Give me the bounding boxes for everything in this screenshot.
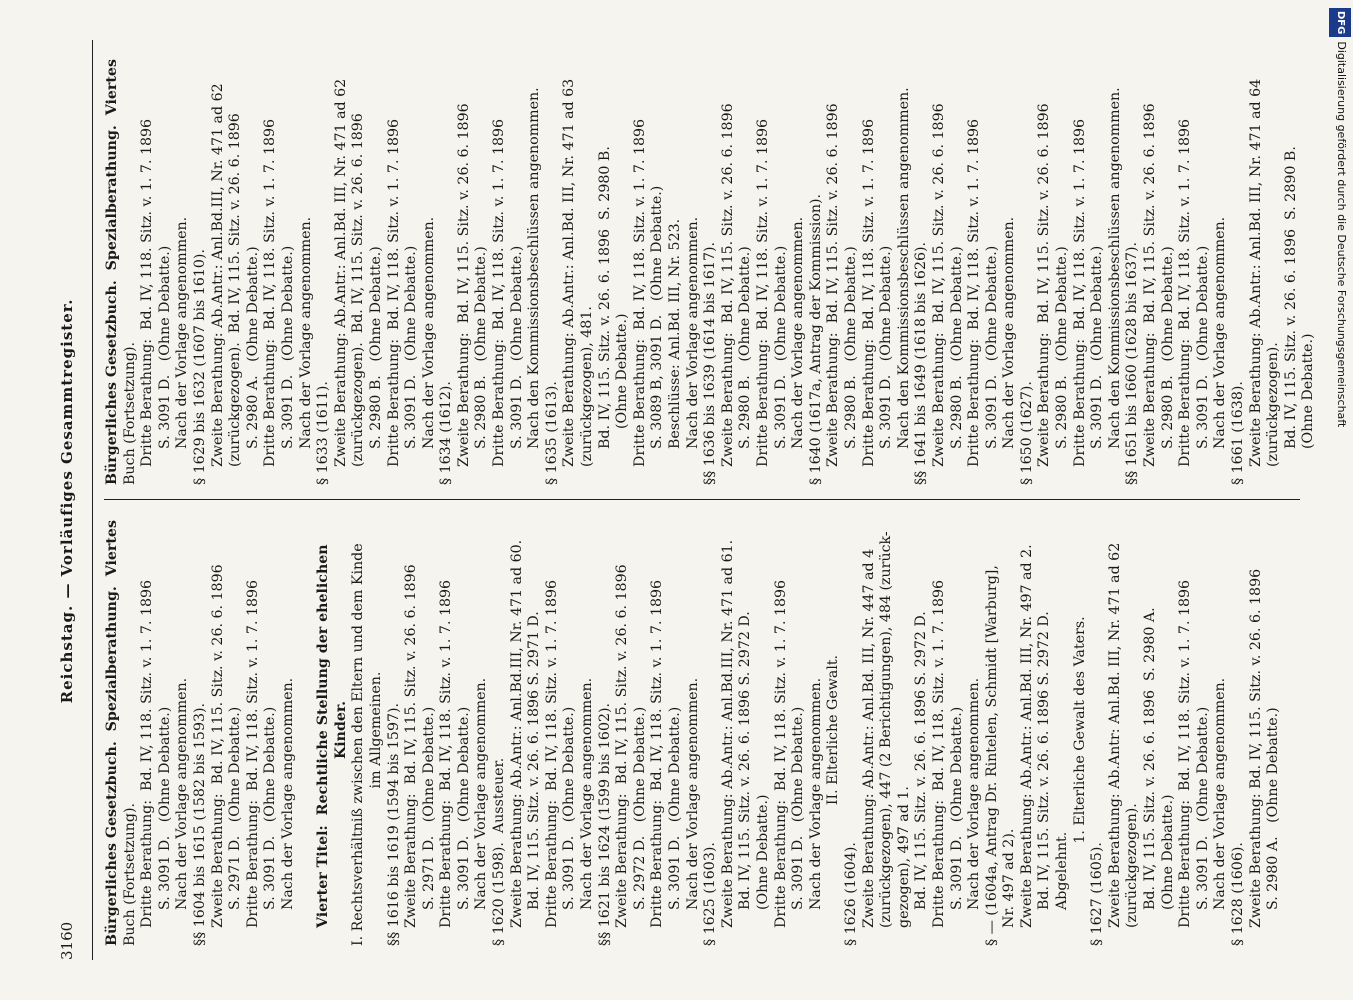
- text-line: S. 2971 D. (Ohne Debatte.): [420, 706, 437, 910]
- text-line: Zweite Berathung: Ab.Antr.: Anl.Bd. III, Nr. 497 ad 2.: [1018, 544, 1035, 928]
- text-line: S. 3091 D. (Ohne Debatte.): [1089, 245, 1106, 449]
- text-line: S. 3091 D. (Ohne Debatte.): [772, 245, 789, 449]
- text-line: Nach der Vorlage angenommen.: [790, 216, 807, 449]
- text-line: Zweite Berathung: Bd. IV, 115. Sitz. v. 26. 6. 1896: [930, 103, 947, 467]
- text-line: § 1625 (1603).: [702, 842, 719, 946]
- text-line: Nach der Vorlage angenommen.: [279, 677, 296, 910]
- text-line: § 1627 (1605).: [1089, 842, 1106, 946]
- text-line: Dritte Berathung: Bd. IV, 118. Sitz. v. 1. 7. 1896: [930, 579, 947, 928]
- text-line: Bd. IV, 115. Sitz. v. 26. 6. 1896 S. 2972 D.: [913, 611, 930, 910]
- text-line: § 1628 (1606).: [1230, 842, 1246, 946]
- text-line: S. 3091 D. (Ohne Debatte.): [878, 245, 895, 449]
- text-line: (Ohne Debatte.): [614, 313, 631, 429]
- text-line: Dritte Berathung: Bd. IV, 118. Sitz. v. 1. 7. 1896: [139, 579, 156, 928]
- text-line: § 1650 (1627).: [1018, 381, 1035, 485]
- text-line: 1. Elterliche Gewalt des Vaters.: [1071, 616, 1088, 844]
- text-line: (zurückgezogen), 447 (2 Berichtigungen), 484 (zurück-: [878, 531, 895, 928]
- text-line: S. 2980 A. (Ohne Debatte.): [244, 246, 261, 449]
- text-line: S. 3091 D. (Ohne Debatte.): [403, 245, 420, 449]
- page-header: [58, 40, 93, 960]
- text-line: (zurückgezogen).: [1265, 342, 1282, 467]
- text-line: §§ 1604 bis 1615 (1582 bis 1593).: [191, 702, 208, 946]
- text-line: gezogen), 497 ad 1.: [895, 786, 912, 928]
- text-line: Dritte Berathung: Bd. IV, 118. Sitz. v. 1. 7. 1896: [1177, 579, 1194, 928]
- text-line: Zweite Berathung: Bd. IV, 115. Sitz. v. 26. 6. 1896: [455, 103, 472, 467]
- text-line: S. 2980 B. (Ohne Debatte.): [1054, 246, 1071, 449]
- text-line: Zweite Berathung: Ab.Antr: Anl.Bd. III, Nr. 471 ad 62: [1106, 542, 1123, 928]
- text-line: Abgelehnt.: [1054, 831, 1071, 910]
- text-line: §§ 1621 bis 1624 (1599 bis 1602).: [596, 702, 613, 946]
- text-line: Dritte Berathung: Bd. IV, 118. Sitz. v. 1. 7. 1896: [543, 579, 560, 928]
- text-line: Dritte Berathung: Bd. IV, 118. Sitz. v. 1. 7. 1896: [772, 579, 789, 928]
- text-line: Dritte Berathung: Bd. IV, 118. Sitz. v. 1. 7. 1896: [1071, 118, 1088, 467]
- text-line: Nach den Kommissionsbeschlüssen angenommen.: [895, 87, 912, 449]
- text-line: S. 3091 D. (Ohne Debatte.): [667, 706, 683, 910]
- text-line: S. 2980 B. (Ohne Debatte.): [367, 246, 384, 449]
- text-line: Bürgerliches Gesetzbuch. Spezialberathung. Viertes: [104, 520, 120, 946]
- text-line: § 1626 (1604).: [842, 842, 859, 946]
- text-line: Zweite Berathung: Ab.Antr.: Anl.Bd. III, Nr. 471 ad 64: [1247, 78, 1264, 467]
- text-line: II. Elterliche Gewalt.: [825, 654, 842, 806]
- text-line: Dritte Berathung: Bd. IV, 118. Sitz. v. 1. 7. 1896: [438, 579, 455, 928]
- text-line: Zweite Berathung: Ab.Antr.: Anl.Bd.III, Nr. 471 ad 62: [209, 83, 226, 467]
- text-line: (zurückgezogen).: [1124, 803, 1141, 928]
- text-line: S. 2980 A. (Ohne Debatte.): [1265, 707, 1282, 910]
- text-line: Buch (Fortsetzung).: [121, 341, 138, 485]
- text-line: Dritte Berathung: Bd. IV, 118. Sitz. v. 1. 7. 1896: [966, 118, 983, 467]
- text-line: S. 3091 D. (Ohne Debatte.): [1194, 245, 1211, 449]
- text-line: S. 3091 D. (Ohne Debatte.): [948, 706, 965, 910]
- text-line: Vierter Titel: Rechtliche Stellung der ehelichen: [315, 544, 332, 928]
- rotated-document-page: [40, 0, 1320, 1000]
- text-line: § 1620 (1598). Aussteuer.: [491, 757, 508, 946]
- text-line: Nach der Vorlage angenommen.: [579, 677, 596, 910]
- text-line: §§ 1636 bis 1639 (1614 bis 1617).: [702, 241, 719, 485]
- text-line: S. 3091 D. (Ohne Debatte.): [508, 245, 525, 449]
- text-line: S. 3091 D. (Ohne Debatte.): [156, 245, 173, 449]
- text-line: S. 3091 D. (Ohne Debatte.): [455, 706, 472, 910]
- text-line: Zweite Berathung: Bd. IV, 115. Sitz. v. 26. 6. 1896: [1247, 568, 1264, 928]
- text-line: Zweite Berathung: Bd. IV, 115. Sitz. v. 26. 6. 1896: [719, 103, 736, 467]
- text-line: Dritte Berathung: Bd. IV, 118. Sitz. v. 1. 7. 1896: [385, 118, 402, 467]
- text-line: Dritte Berathung: Bd. IV, 118. Sitz. v. 1. 7. 1896: [491, 118, 508, 467]
- text-line: Nach den Kommissionsbeschlüssen angenommen.: [1106, 87, 1123, 449]
- text-line: S. 2972 D. (Ohne Debatte.): [631, 706, 648, 910]
- text-line: § 1635 (1613).: [543, 381, 560, 485]
- text-line: Bd. IV, 115. Sitz. v. 26. 6. 1896 S. 2980 A.: [1142, 607, 1159, 910]
- text-columns: [104, 40, 1317, 960]
- text-line: Zweite Berathung: Ab.Antr.: Anl.Bd. III, Nr. 471 ad 63: [561, 78, 578, 467]
- text-line: S. 3091 D. (Ohne Debatte.): [279, 245, 296, 449]
- text-line: § 1633 (1611).: [315, 381, 332, 485]
- running-title: Reichstag. — Vorläufiges Gesammtregister.: [58, 298, 76, 704]
- text-line: Dritte Berathung: Bd. IV, 118. Sitz. v. 1. 7. 1896: [1177, 118, 1194, 467]
- text-line: §§ 1616 bis 1619 (1594 bis 1597).: [385, 702, 402, 946]
- text-line: Dritte Berathung: Bd. IV, 118. Sitz. v. 1. 7. 1896: [631, 118, 648, 467]
- text-line: (zurückgezogen). Bd. IV, 115. Sitz. v. 26. 6. 1896: [350, 113, 367, 467]
- text-line: [298, 514, 316, 946]
- text-line: I. Rechtsverhältniß zwischen den Eltern und dem Kinde: [350, 543, 367, 946]
- text-line: S. 2980 B. (Ohne Debatte.): [842, 246, 859, 449]
- page-number: 3160: [58, 921, 76, 960]
- text-line: §§ 1641 bis 1649 (1618 bis 1626).: [913, 241, 930, 485]
- text-line: Nach der Vorlage angenommen.: [1212, 677, 1229, 910]
- text-line: Nach der Vorlage angenommen.: [473, 677, 490, 910]
- text-line: Bd. IV, 115. Sitz. v. 26. 6. 1896 S. 2972 D.: [737, 611, 754, 910]
- text-line: § — (1604a, Antrag Dr. Rintelen, Schmidt [Warburg],: [983, 565, 1000, 946]
- text-line: Dritte Berathung: Bd. IV, 118. Sitz. v. 1. 7. 1896: [139, 118, 156, 467]
- text-line: S. 2980 B. (Ohne Debatte.): [948, 246, 965, 449]
- text-line: § 1634 (1612).: [438, 381, 455, 485]
- text-line: Zweite Berathung: Ab.Antr.: Anl.Bd.III, Nr. 471 ad 60.: [508, 539, 525, 928]
- text-line: Zweite Berathung: Bd. IV, 115. Sitz. v. 26. 6. 1896: [1142, 103, 1159, 467]
- text-line: (Ohne Debatte.): [1159, 794, 1176, 910]
- text-line: § 1629 bis 1632 (1607 bis 1610).: [191, 249, 208, 485]
- text-line: S. 2980 B. (Ohne Debatte.): [1159, 246, 1176, 449]
- text-line: Zweite Berathung: Ab.Antr.: Anl.Bd. III, Nr. 471 ad 62: [332, 78, 349, 467]
- text-line: Nach den Kommissionsbeschlüssen angenommen.: [526, 87, 543, 449]
- text-line: (zurückgezogen). Bd. IV, 115. Sitz. v. 26. 6. 1896: [227, 113, 244, 467]
- text-line: Buch (Fortsetzung).: [121, 802, 138, 946]
- text-line: Zweite Berathung: Bd. IV, 115. Sitz. v. 26. 6. 1896: [825, 103, 842, 467]
- text-line: S. 3091 D. (Ohne Debatte.): [1194, 706, 1211, 910]
- text-line: Bürgerliches Gesetzbuch. Spezialberathung. Viertes: [104, 59, 120, 485]
- text-line: §§ 1651 bis 1660 (1628 bis 1637).: [1124, 241, 1141, 485]
- text-line: Nr. 497 ad 2).: [1001, 828, 1018, 928]
- text-line: Bd. IV, 115. Sitz. v. 26. 6. 1896 S. 2972 D.: [1036, 611, 1053, 910]
- text-line: Zweite Berathung: Bd. IV, 115. Sitz. v. 26. 6. 1896: [614, 564, 631, 928]
- text-line: Nach der Vorlage angenommen.: [1001, 216, 1018, 449]
- text-line: § 1640 (1617a, Antrag der Kommission).: [807, 193, 824, 485]
- left-column: [104, 500, 1300, 960]
- text-line: S. 3091 D. (Ohne Debatte.): [561, 706, 578, 910]
- text-line: Dritte Berathung: Bd. IV, 118. Sitz. v. 1. 7. 1896: [649, 579, 666, 928]
- text-line: Nach der Vorlage angenommen.: [297, 216, 314, 449]
- text-line: Beschlüsse: Anl.Bd. III, Nr. 523.: [667, 218, 683, 449]
- text-line: Nach der Vorlage angenommen.: [420, 216, 437, 449]
- text-line: Dritte Berathung: Bd. IV, 118. Sitz. v. 1. 7. 1896: [754, 118, 771, 467]
- text-line: (Ohne Debatte.): [754, 794, 771, 910]
- text-line: S. 2980 B. (Ohne Debatte.): [737, 246, 754, 449]
- dfg-logo: DFG: [1329, 8, 1351, 37]
- text-line: S. 3091 D. (Ohne Debatte.): [156, 706, 173, 910]
- text-line: S. 2971 D. (Ohne Debatte.): [227, 706, 244, 910]
- text-line: Zweite Berathung: Bd. IV, 115. Sitz. v. 26. 6. 1896: [209, 564, 226, 928]
- text-line: Kinder.: [332, 700, 349, 760]
- text-line: Bd. IV, 115. Sitz. v. 26. 6. 1896 S. 2971 D.: [526, 611, 543, 910]
- text-line: (zurückgezogen), 481.: [579, 306, 596, 467]
- text-line: § 1661 (1638).: [1230, 381, 1246, 485]
- text-line: Bd. IV, 115. Sitz. v. 26. 6. 1896 S. 2890 B.: [1282, 146, 1299, 449]
- right-column: [104, 40, 1317, 500]
- text-line: Dritte Berathung: Bd. IV, 118. Sitz. v. 1. 7. 1896: [244, 579, 261, 928]
- text-line: Nach der Vorlage angenommen.: [966, 677, 983, 910]
- text-line: Zweite Berathung: Bd. IV, 115. Sitz. v. 26. 6. 1896: [403, 564, 420, 928]
- text-line: S. 2980 B. (Ohne Debatte.): [473, 246, 490, 449]
- text-line: Bd. IV, 115. Sitz. v. 26. 6. 1896 S. 2980 B.: [596, 146, 613, 449]
- text-line: Nach der Vorlage angenommen.: [684, 677, 701, 910]
- text-line: Dritte Berathung: Bd. IV, 118. Sitz. v. 1. 7. 1896: [860, 118, 877, 467]
- credit-line: Digitalisierung gefördert durch die Deutsche Forschungsgemeinschaft: [1335, 41, 1348, 428]
- text-line: Zweite Berathung: Bd. IV, 115. Sitz. v. 26. 6. 1896: [1036, 103, 1053, 467]
- text-line: Nach der Vorlage angenommen.: [1212, 216, 1229, 449]
- text-line: Zweite Berathung: Ab.Antr.: Anl.Bd.III, Nr. 471 ad 61.: [719, 539, 736, 928]
- text-line: Zweite Berathung: Ab.Antr.: Anl.Bd. III, Nr. 447 ad 4: [860, 548, 877, 928]
- text-line: Nach der Vorlage angenommen.: [807, 677, 824, 910]
- text-line: Nach der Vorlage angenommen.: [174, 677, 191, 910]
- text-line: Nach der Vorlage angenommen.: [174, 216, 191, 449]
- digitization-credit: [1330, 8, 1352, 992]
- text-line: S. 3091 D. (Ohne Debatte.): [262, 706, 279, 910]
- text-line: Dritte Berathung: Bd. IV, 118. Sitz. v. 1. 7. 1896: [262, 118, 279, 467]
- text-line: S. 3089 B, 3091 D. (Ohne Debatte.): [649, 185, 666, 449]
- text-line: im Allgemeinen.: [367, 671, 384, 789]
- text-line: S. 3091 D. (Ohne Debatte.): [790, 706, 807, 910]
- text-line: Nach der Vorlage angenommen.: [684, 216, 701, 449]
- text-line: (Ohne Debatte.): [1300, 333, 1317, 449]
- text-line: S. 3091 D. (Ohne Debatte.): [983, 245, 1000, 449]
- digitization-credit-text: [1330, 8, 1352, 992]
